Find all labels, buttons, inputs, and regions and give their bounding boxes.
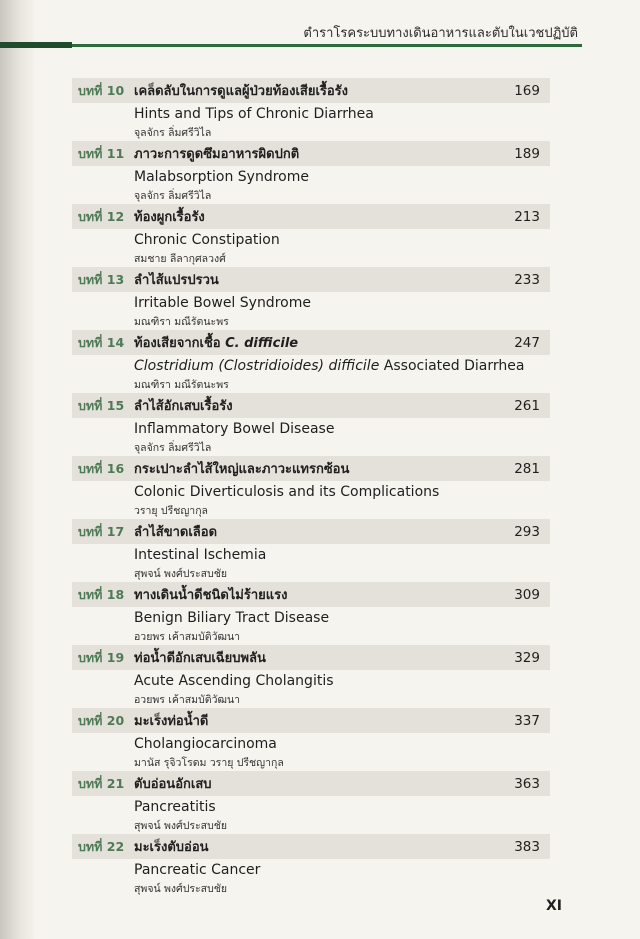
chapter-page-number: 189 — [514, 145, 540, 162]
chapter-thai-title: ท้องผูกเรื้อรัง — [134, 210, 205, 225]
chapter-number: บทที่ 21 — [78, 775, 125, 791]
chapter-author: สมชาย ลีลากุศลวงศ์ — [134, 253, 226, 265]
toc-entry-band — [72, 78, 550, 103]
chapter-page-number: 261 — [514, 397, 540, 414]
table-of-contents — [72, 78, 550, 897]
chapter-english-title — [134, 355, 550, 377]
chapter-page-number: 233 — [514, 271, 540, 288]
toc-entry — [72, 519, 550, 582]
toc-entry — [72, 204, 550, 267]
chapter-author: มานัส รุจิวโรดม วรายุ ปรีชญากุล — [134, 757, 284, 769]
chapter-thai-title: ท่อน้ำดีอักเสบเฉียบพลัน — [134, 651, 266, 666]
chapter-author: สุพจน์ พงศ์ประสบชัย — [134, 568, 228, 580]
running-header-title: ตำราโรคระบบทางเดินอาหารและตับในเวชปฏิบัติ — [303, 26, 578, 41]
header-rule-accent — [0, 42, 72, 48]
toc-entry-band — [72, 204, 550, 229]
toc-entry-band — [72, 771, 550, 796]
chapter-number: บทที่ 14 — [78, 334, 125, 350]
chapter-english-title: Benign Biliary Tract Disease — [134, 610, 330, 626]
toc-entry — [72, 393, 550, 456]
chapter-number: บทที่ 18 — [78, 586, 125, 602]
chapter-english-title: Intestinal Ischemia — [134, 547, 267, 563]
chapter-thai-title: ตับอ่อนอักเสบ — [134, 777, 212, 792]
chapter-page-number: 329 — [514, 649, 540, 666]
chapter-number: บทที่ 16 — [78, 460, 125, 476]
toc-entry-band — [72, 708, 550, 733]
chapter-page-number: 213 — [514, 208, 540, 225]
chapter-author: สุพจน์ พงศ์ประสบชัย — [134, 820, 228, 832]
toc-entry-band — [72, 330, 550, 355]
chapter-page-number: 363 — [514, 775, 540, 792]
toc-entry-band — [72, 834, 550, 859]
toc-entry — [72, 141, 550, 204]
toc-entry — [72, 330, 550, 393]
toc-entry-band — [72, 645, 550, 670]
toc-entry-band — [72, 456, 550, 481]
chapter-english-title: Pancreatitis — [134, 799, 216, 815]
toc-entry — [72, 645, 550, 708]
toc-entry — [72, 582, 550, 645]
page-gutter-shadow — [0, 0, 34, 939]
chapter-thai-title: มะเร็งตับอ่อน — [134, 840, 209, 855]
toc-entry — [72, 771, 550, 834]
chapter-thai-title: ลำไส้ขาดเลือด — [134, 525, 218, 540]
chapter-author: จุลจักร ลิ่มศรีวิไล — [134, 442, 212, 454]
chapter-english-title: Malabsorption Syndrome — [134, 169, 309, 185]
chapter-author: อวยพร เค้าสมบัติวัฒนา — [134, 694, 241, 706]
chapter-number: บทที่ 12 — [78, 208, 125, 224]
chapter-author: จุลจักร ลิ่มศรีวิไล — [134, 190, 212, 202]
chapter-thai-title: ทางเดินน้ำดีชนิดไม่ร้ายแรง — [134, 588, 288, 603]
toc-entry — [72, 456, 550, 519]
chapter-english-title: Colonic Diverticulosis and its Complications — [134, 484, 440, 500]
toc-entry-band — [72, 393, 550, 418]
chapter-author: มณฑิรา มณีรัตนะพร — [134, 379, 229, 391]
toc-entry-band — [72, 582, 550, 607]
chapter-english-title: Hints and Tips of Chronic Diarrhea — [134, 106, 374, 122]
chapter-english-title-italic: Clostridium (Clostridioides) difficile — [134, 358, 380, 374]
chapter-thai-title-italic: C. difficile — [225, 336, 299, 351]
chapter-thai-title — [134, 332, 496, 353]
chapter-thai-title-text: ท้องเสียจากเชื้อ — [134, 336, 221, 351]
chapter-english-title: Inflammatory Bowel Disease — [134, 421, 335, 437]
chapter-author: วรายุ ปรีชญากุล — [134, 505, 208, 517]
toc-entry — [72, 267, 550, 330]
toc-entry-band — [72, 141, 550, 166]
chapter-page-number: 281 — [514, 460, 540, 477]
chapter-english-title: Chronic Constipation — [134, 232, 280, 248]
running-header — [0, 0, 640, 50]
chapter-english-title-text: Associated Diarrhea — [383, 358, 525, 374]
chapter-page-number: 309 — [514, 586, 540, 603]
chapter-number: บทที่ 11 — [78, 145, 125, 161]
chapter-number: บทที่ 17 — [78, 523, 125, 539]
page-number-footer: XI — [545, 898, 562, 914]
chapter-author: มณฑิรา มณีรัตนะพร — [134, 316, 229, 328]
chapter-number: บทที่ 22 — [78, 838, 125, 854]
chapter-author: สุพจน์ พงศ์ประสบชัย — [134, 883, 228, 895]
chapter-english-title: Acute Ascending Cholangitis — [134, 673, 334, 689]
chapter-number: บทที่ 15 — [78, 397, 125, 413]
chapter-number: บทที่ 10 — [78, 82, 125, 98]
chapter-author: จุลจักร ลิ่มศรีวิไล — [134, 127, 212, 139]
chapter-thai-title: เคล็ดลับในการดูแลผู้ป่วยท้องเสียเรื้อรัง — [134, 84, 349, 99]
chapter-thai-title: ลำไส้แปรปรวน — [134, 273, 219, 288]
toc-entry — [72, 708, 550, 771]
chapter-thai-title: กระเปาะลำไส้ใหญ่และภาวะแทรกซ้อน — [134, 462, 350, 477]
chapter-number: บทที่ 20 — [78, 712, 125, 728]
chapter-page-number: 247 — [514, 334, 540, 351]
toc-entry — [72, 78, 550, 141]
chapter-thai-title: ภาวะการดูดซึมอาหารผิดปกติ — [134, 147, 300, 162]
toc-entry-band — [72, 519, 550, 544]
chapter-english-title: Irritable Bowel Syndrome — [134, 295, 311, 311]
chapter-number: บทที่ 13 — [78, 271, 125, 287]
header-rule — [0, 44, 582, 47]
chapter-page-number: 169 — [514, 82, 540, 99]
toc-entry-band — [72, 267, 550, 292]
chapter-english-title: Cholangiocarcinoma — [134, 736, 277, 752]
chapter-page-number: 293 — [514, 523, 540, 540]
chapter-thai-title: ลำไส้อักเสบเรื้อรัง — [134, 399, 233, 414]
chapter-page-number: 383 — [514, 838, 540, 855]
chapter-thai-title: มะเร็งท่อน้ำดี — [134, 714, 209, 729]
toc-entry — [72, 834, 550, 897]
chapter-author: อวยพร เค้าสมบัติวัฒนา — [134, 631, 241, 643]
chapter-number: บทที่ 19 — [78, 649, 125, 665]
chapter-english-title: Pancreatic Cancer — [134, 862, 261, 878]
chapter-page-number: 337 — [514, 712, 540, 729]
